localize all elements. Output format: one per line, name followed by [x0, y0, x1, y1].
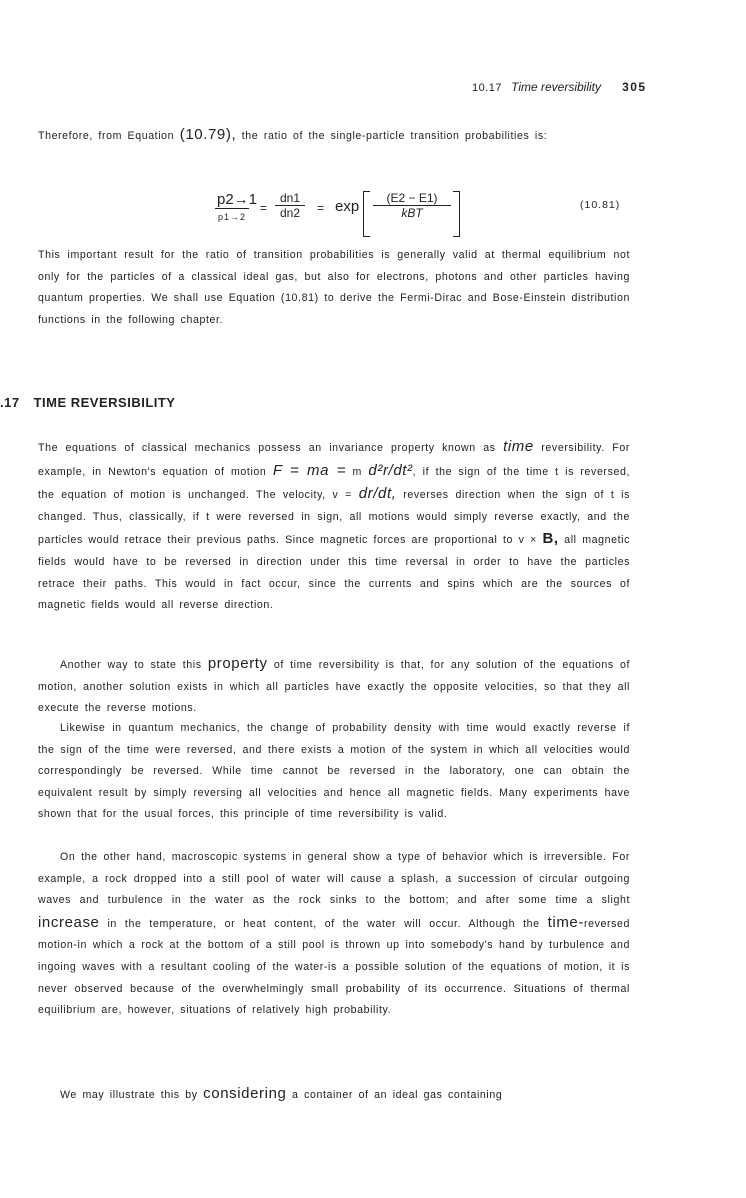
middle-fraction [275, 191, 305, 220]
p1-text-e: m [346, 465, 369, 478]
running-header [472, 80, 692, 94]
p1-text-g: , if the sign of the time t is reversed, the equation of motion is unchanged. The velocity, v = [38, 465, 630, 502]
exponent-numerator: (E2 − E1) [373, 191, 451, 206]
p2-term-property: property [207, 655, 268, 672]
p4-term-time: time- [547, 913, 584, 931]
left-bracket [363, 191, 370, 237]
exp-function: exp [335, 198, 360, 215]
section-heading [0, 395, 175, 410]
exponent-denominator: kBT [401, 206, 423, 220]
equation-number: (10.81) [580, 199, 621, 211]
p1-symbol-b: B, [542, 530, 559, 548]
lhs-numerator: p2→1 [217, 191, 258, 208]
section-number: .17 [0, 395, 20, 410]
p5-text-a: We may illustrate this by [60, 1089, 204, 1101]
equals-sign-2: = [317, 201, 325, 215]
intro-lead: Therefore, from Equation [38, 130, 180, 142]
p1-text-i: reverses direction when the sign of t is changed. Thus, classically, if t were reversed in sign, all motions would simply reverse exactly, and the particles would retrace their previous paths. Since magnetic forces are proportional to v × [38, 489, 630, 547]
lhs-denominator: p1→2 [217, 212, 247, 222]
p1-text-a: The equations of classical mechanics possess an invariance property known as [38, 442, 504, 454]
right-bracket [453, 191, 460, 237]
paragraph-after-equation: This important result for the ratio of transition probabilities is generally valid at thermal equilibrium not only for the particles of a classical ideal gas, but also for electrons, photons and other particles having quantum properties. We shall use Equation (10.81) to derive the Fermi-Dirac and Bose-Einstein distribution functions in the following chapter. [38, 249, 630, 326]
equation-10-81 [215, 191, 635, 239]
p2-text-c: of time reversibility is that, for any solution of the equations of motion, another solution exists in which all particles have exactly the opposite velocities, so that they all execute the reverse motions. [38, 659, 631, 715]
paragraph-4 [38, 847, 630, 1022]
p4-text-e: reversed motion-in which a rock at the bottom of a still pool is thrown up into somebody's hand by turbulence and ingoing waves with a resultant cooling of the water-is a possible solution of the equations of motion, it is never observed because of the overwhelmingly small probability of its occurrence. Situations of thermal equilibrium are, however, situations of relatively high probability. [38, 917, 630, 1017]
p1-text-k: all magnetic fields would have to be reversed in direction under this time reversal in order to have the particles retrace their paths. This would in fact occur, since the currents and spins which are the sources of magnetic fields would all reverse direction. [38, 534, 630, 612]
middle-numerator: dn1 [275, 191, 305, 206]
intro-paragraph [38, 124, 630, 148]
header-section-number: 10.17 [472, 82, 503, 94]
lhs-fraction [215, 191, 258, 222]
paragraph-3: Likewise in quantum mechanics, the change of probability density with time would exactly reverse if the sign of the time were reversed, and there exists a motion of the system in which all velocities would correspondingly be reversed. While time cannot be reversed in the laboratory, one can obtain the equivalent result by simply reversing all velocities and hence all magnetic fields. Many experiments have shown that for the usual forces, this principle of time reversibility is valid. [38, 722, 630, 821]
p1-term-time: time [503, 438, 534, 455]
equation-reference: (10.79), [179, 126, 237, 143]
intro-tail: the ratio of the single-particle transition probabilities is: [236, 130, 548, 142]
p1-equation-second-derivative: d²r/dt² [368, 461, 413, 479]
p1-text-c: reversibility. For example, in Newton's equation of motion [38, 442, 630, 478]
p1-equation-f-ma: F = ma = [272, 461, 347, 479]
paragraph-1 [38, 436, 630, 617]
p1-equation-velocity: dr/dt, [358, 485, 397, 503]
p4-text-c: in the temperature, or heat content, of the water will occur. Although the [99, 917, 548, 930]
p5-text-c: a container of an ideal gas containing [286, 1089, 503, 1101]
p2-text-a: Another way to state this [60, 659, 208, 671]
header-title: Time reversibility [511, 80, 601, 94]
page-number: 305 [622, 80, 647, 94]
paragraph-5 [38, 1083, 630, 1107]
p4-text-a: On the other hand, macroscopic systems in general show a type of behavior which is irreversible. For example, a rock dropped into a still pool of water will cause a splash, a succession of circular outgoing waves and turbulence in the water as the rock sinks to the bottom; and after some time a slight [38, 851, 630, 907]
section-title: TIME REVERSIBILITY [33, 395, 176, 410]
equals-sign-1: = [260, 201, 268, 215]
middle-denominator: dn2 [279, 206, 301, 220]
exponent-fraction [373, 191, 451, 220]
paragraph-2 [38, 653, 630, 720]
p4-term-increase: increase [38, 913, 100, 931]
p5-term-considering: considering [203, 1085, 287, 1102]
